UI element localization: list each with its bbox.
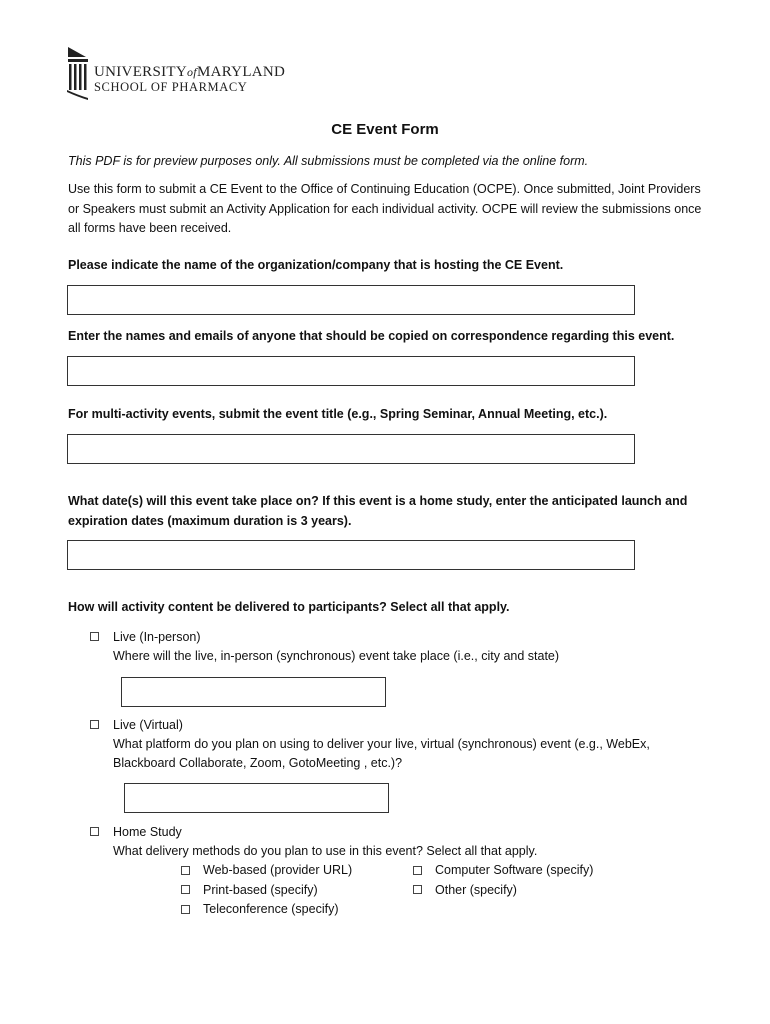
- question-event-dates: What date(s) will this event take place on? If this event is a home study, enter the anticipated launch and expiration dates (maximum duration is 3 years).: [68, 494, 688, 528]
- live-virtual-platform-field[interactable]: [124, 783, 389, 813]
- live-in-person-label: Live (In-person): [113, 630, 201, 644]
- question-delivery-method: How will activity content be delivered to participants? Select all that apply.: [68, 600, 510, 614]
- computer-software-label: Computer Software (specify): [435, 863, 594, 877]
- print-based-label: Print-based (specify): [203, 883, 318, 897]
- cc-contacts-field[interactable]: [67, 356, 635, 386]
- question-host-organization: Please indicate the name of the organization/company that is hosting the CE Event.: [68, 258, 564, 272]
- teleconference-label: Teleconference (specify): [203, 902, 339, 916]
- teleconference-checkbox[interactable]: [181, 905, 190, 914]
- logo-university-name: UNIVERSITYofMARYLAND: [94, 64, 286, 80]
- question-cc-contacts: Enter the names and emails of anyone that should be copied on correspondence regarding this event.: [68, 329, 675, 343]
- web-based-checkbox[interactable]: [181, 866, 190, 875]
- home-study-checkbox[interactable]: [90, 827, 99, 836]
- preview-note: This PDF is for preview purposes only. All submissions must be completed via the online form.: [68, 154, 589, 168]
- intro-text: Use this form to submit a CE Event to the Office of Continuing Education (OCPE). Once submitted, Joint Providers or Speakers must submit an Activity Application for each individual activity. OCPE will review the submissions once all forms have been received.: [68, 182, 702, 235]
- page-title: CE Event Form: [331, 121, 439, 138]
- host-organization-field[interactable]: [67, 285, 635, 315]
- other-checkbox[interactable]: [413, 885, 422, 894]
- home-study-question: What delivery methods do you plan to use in this event? Select all that apply.: [113, 844, 538, 858]
- computer-software-checkbox[interactable]: [413, 866, 422, 875]
- event-dates-field[interactable]: [67, 540, 635, 570]
- live-virtual-question-line2: Blackboard Collaborate, Zoom, GotoMeeting , etc.)?: [113, 756, 403, 770]
- logo-school-name: SCHOOL OF PHARMACY: [94, 80, 248, 94]
- live-in-person-location-field[interactable]: [121, 677, 386, 707]
- live-virtual-label: Live (Virtual): [113, 718, 183, 732]
- other-label: Other (specify): [435, 883, 517, 897]
- live-virtual-question-line1: What platform do you plan on using to deliver your live, virtual (synchronous) event (e.g., WebEx,: [113, 737, 650, 751]
- live-virtual-checkbox[interactable]: [90, 720, 99, 729]
- print-based-checkbox[interactable]: [181, 885, 190, 894]
- home-study-label: Home Study: [113, 825, 182, 839]
- live-in-person-checkbox[interactable]: [90, 632, 99, 641]
- web-based-label: Web-based (provider URL): [203, 863, 353, 877]
- event-title-field[interactable]: [67, 434, 635, 464]
- live-in-person-question: Where will the live, in-person (synchronous) event take place (i.e., city and state): [113, 649, 560, 663]
- question-event-title: For multi-activity events, submit the event title (e.g., Spring Seminar, Annual Meeting, etc.).: [68, 407, 608, 421]
